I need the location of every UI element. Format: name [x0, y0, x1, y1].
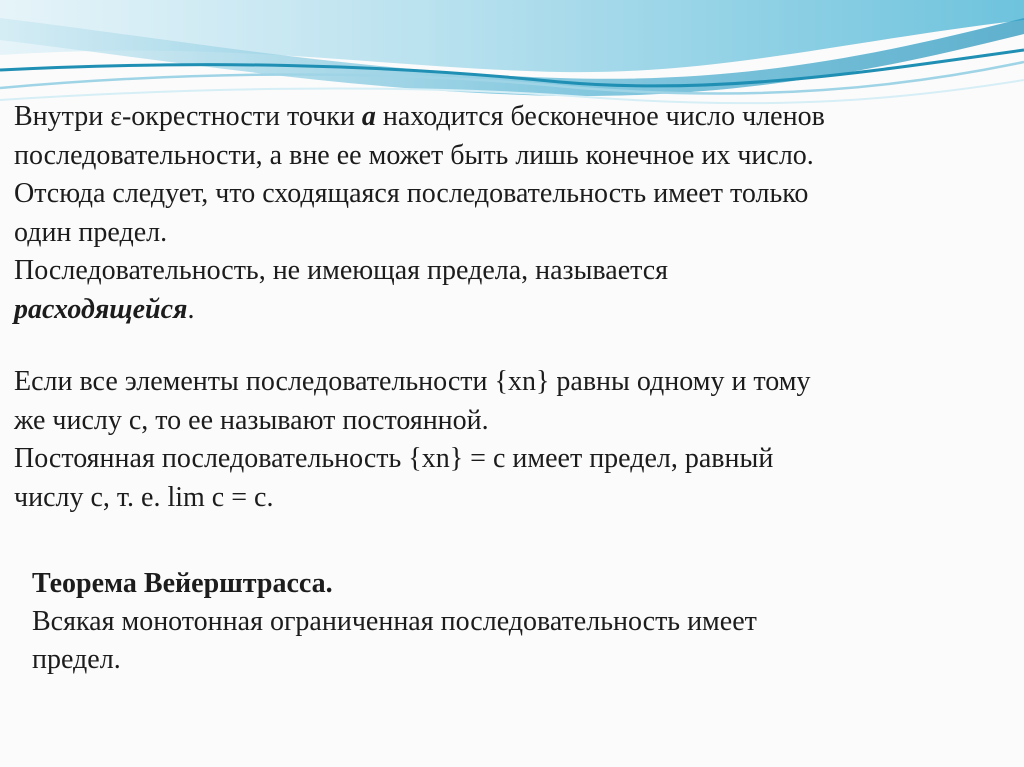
text-line: Если все элементы последовательности {xn} равны одному и тому [14, 366, 811, 397]
text-line: предел. [32, 644, 121, 675]
text-line: числу с, т. е. lim с = с. [14, 481, 274, 513]
text-line: Постоянная последовательность {xn} = с имеет предел, равный [14, 443, 774, 474]
paragraph-constant-sequence [14, 363, 1014, 517]
paragraph-limit-uniqueness [14, 98, 1014, 329]
divergent-term: расходящейся [14, 293, 188, 325]
text-line: Отсюда следует, что сходящаяся последовательность имеет только [14, 178, 809, 209]
header-wave-decoration [0, 0, 1024, 110]
theorem-block [32, 565, 1012, 679]
text-line [14, 98, 1014, 137]
text-line: Всякая монотонная ограниченная последовательность имеет [32, 606, 757, 637]
text-line: один предел. [14, 216, 168, 248]
text-fragment: находится бесконечное число членов [375, 101, 825, 132]
text-fragment: Внутри ε-окрестности точки [14, 101, 362, 132]
text-line: же числу с, то ее называют постоянной. [14, 404, 489, 436]
theorem-title: Теорема Вейерштрасса. [32, 568, 333, 599]
text-line: Последовательность, не имеющая предела, называется [14, 255, 669, 286]
text-line [14, 291, 1014, 330]
text-line: последовательности, а вне ее может быть лишь конечное их число. [14, 139, 814, 171]
point-symbol: а [361, 101, 376, 132]
text-fragment: . [187, 293, 195, 325]
